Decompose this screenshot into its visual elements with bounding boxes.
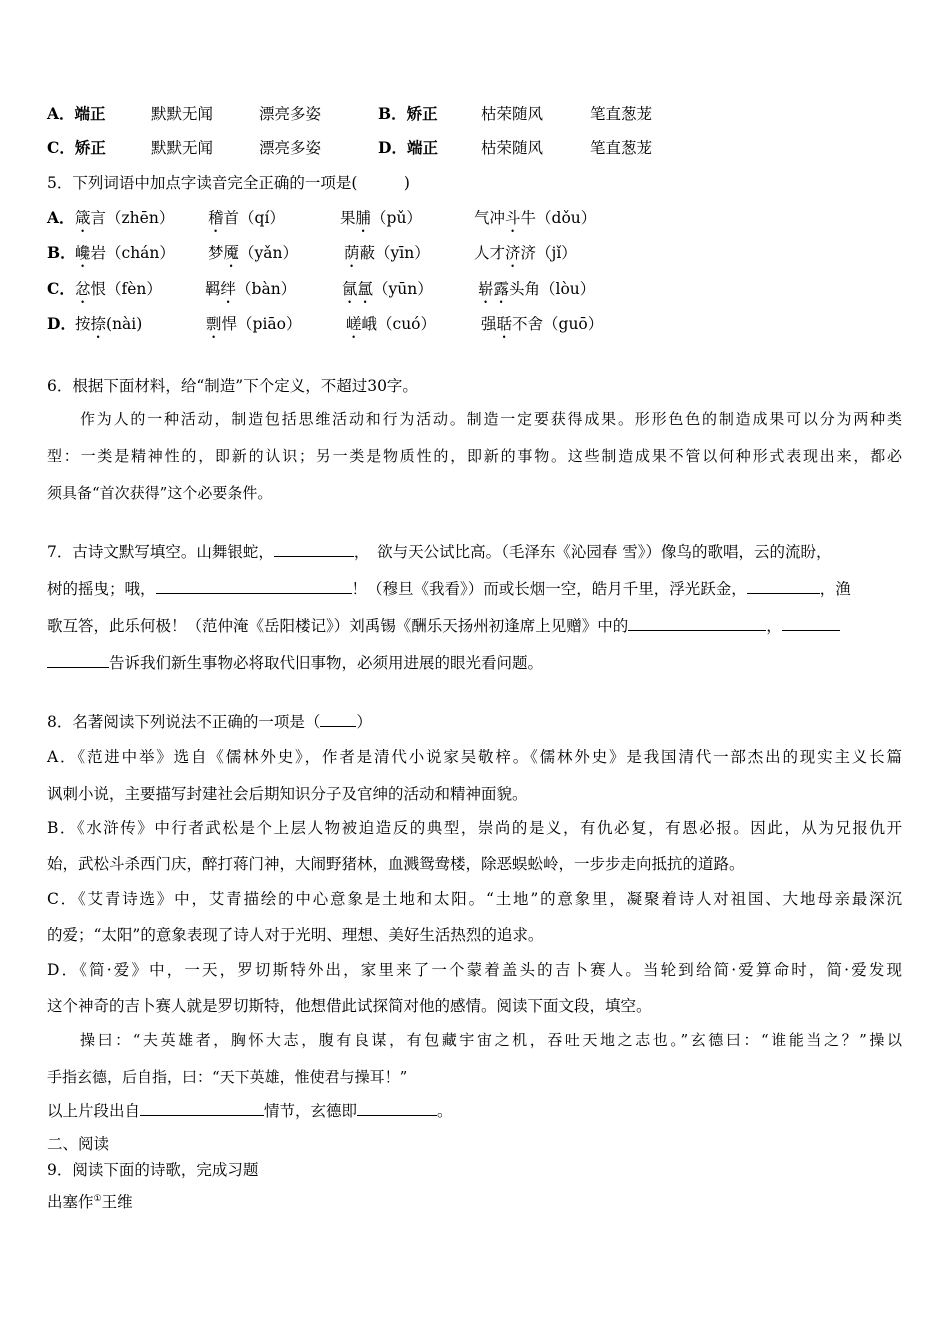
q7-text: ！（穆旦《我看》）而或长烟一空，皓月千里，浮光跃金， [351,580,747,598]
dotted-char: 箴 [75,209,91,227]
word-rest: 首（qí） [223,209,285,227]
q6-material-line-2: 型：一类是精神性的，即新的认识；另一类是物质性的，即新的事物。这些制造成果不管以何种形式表现出来，都必 [47,447,902,465]
q8-fill-line [47,1099,453,1121]
word-part: 人才 [474,244,506,262]
q4-a-word3: 漂亮多姿 [259,105,322,123]
q8-stem-text: ） [356,713,372,731]
word-rest: 岩（chán） [90,244,175,262]
word-rest: （bàn） [236,280,297,298]
dotted-char: 稽 [208,209,224,227]
q8-option-d-line-1: D．《简·爱》中，一天，罗切斯特外出，家里来了一个蒙着盖头的吉卜赛人。当轮到给简·爱算命时，简·爱发现 [47,961,902,979]
q7-text: 树的摇曳；哦， [47,580,156,598]
dotted-char: 氤氲 [342,280,374,298]
q7-text: ， [766,617,782,635]
word-part: 按 [75,315,91,333]
q8-quote-line-2: 手指玄德，后自指，曰：“天下英雄，惟使君与操耳！” [47,1068,408,1086]
q8-stem [47,710,372,732]
q8-blank-name[interactable] [357,1101,437,1116]
dotted-char: 忿 [75,280,91,298]
q6-material-line-3: 须具备“首次获得”这个必要条件。 [47,484,273,502]
poem-title [47,1190,133,1212]
q8-option-c-line-2: 的爱；“太阳”的意象表现了诗人对于光明、理想、美好生活热烈的追求。 [47,926,544,944]
q4-d-label: D．端正 [378,138,438,157]
dotted-char: 荫 [344,244,360,262]
q7-text: 歌互答，此乐何极！（范仲淹《岳阳楼记》）刘禹锡《酬乐天扬州初逢席上见赠》中的 [47,617,629,635]
q7-blank-1[interactable] [274,542,354,557]
q8-option-b-line-2: 始，武松斗杀西门庆，醉打蒋门神，大闹野猪林，血溅鸳鸯楼，除恶蜈蚣岭，一步步走向抵抗的道路。 [47,855,745,873]
q7-text: 告诉我们新生事物必将取代旧事物，必须用进展的眼光看问题。 [109,654,544,672]
word-rest: 峨（cuó） [361,315,437,333]
dotted-char: 脯 [355,209,372,227]
q4-a-label: A．端正 [47,104,106,123]
q4-c-word2: 默默无闻 [151,139,214,157]
word-rest: (nài) [106,315,143,333]
q8-quote-line-1: 操曰：“夫英雄者，胸怀大志，腹有良谋，有包藏宇宙之机，吞吐天地之志也。”玄德曰：“谁能当之？”操以 [80,1031,902,1049]
q7-blank-5b[interactable] [47,653,109,668]
word-part: 果 [340,209,356,227]
option-label: D． [47,314,76,333]
section-heading-reading: 二、阅读 [47,1135,110,1153]
dotted-char: 斗 [505,209,521,227]
q8-blank-episode[interactable] [140,1101,264,1116]
q9-stem: 9．阅读下面的诗歌，完成习题 [47,1161,259,1179]
q8-option-d-line-2: 这个神奇的吉卜赛人就是罗切斯特，他想借此试探简对他的感情。阅读下面文段，填空。 [47,997,652,1015]
word-rest: （pǔ） [371,209,422,227]
q4-d-word3: 笔直葱茏 [590,139,653,157]
option-label: B． [47,243,76,262]
q7-blank-3[interactable] [747,579,820,594]
q7-line-1 [47,540,832,562]
q4-b-word2: 枯荣随风 [481,105,544,123]
word-part: 羁 [205,280,221,298]
word-rest: 蔽（yīn） [359,244,430,262]
q4-c-word3: 漂亮多姿 [259,139,322,157]
q8-option-a-line-2: 讽刺小说，主要描写封建社会后期知识分子及官绅的活动和精神面貌。 [47,785,528,803]
q8-fill-text: 。 [437,1102,453,1120]
dotted-char: 魇 [223,244,240,262]
word-rest: 牛（dǒu） [520,209,597,227]
word-rest: 头角（lòu） [509,280,596,298]
option-label: A． [47,208,75,227]
dotted-char: 捺 [90,315,107,333]
q8-fill-text: 以上片段出自 [47,1102,141,1120]
q7-blank-4[interactable] [628,616,766,631]
word-rest: 济（jǐ） [520,244,577,262]
q7-blank-5a[interactable] [782,616,840,631]
word-rest: 不舍（guō） [512,315,604,333]
q6-stem: 6．根据下面材料，给“制造”下个定义，不超过30字。 [47,377,418,395]
q8-option-b-line-1: B．《水浒传》中行者武松是个上层人物被迫造反的典型，崇尚的是义，有仇必复，有恩必报。因此，从为兄报仇开 [47,819,902,837]
word-rest: （yǎn） [239,244,299,262]
q8-stem-text: 8．名著阅读下列说法不正确的一项是（ [47,713,321,731]
q6-material-line-1: 作为人的一种活动，制造包括思维活动和行为活动。制造一定要获得成果。形形色色的制造成果可以分为两种类 [80,410,902,428]
q4-b-word3: 笔直葱茏 [590,105,653,123]
word-rest: 悍（piāo） [221,315,302,333]
q8-fill-text: 情节，玄德即 [264,1102,358,1120]
word-rest: 恨（fèn） [90,280,162,298]
q4-d-word2: 枯荣随风 [481,139,544,157]
q7-line-3 [47,614,840,636]
q7-blank-2[interactable] [156,579,352,594]
dotted-char: 济 [505,244,521,262]
q5-stem: 5．下列词语中加点字读音完全正确的一项是( ) [47,174,410,192]
dotted-char: 聒 [496,315,513,333]
poem-title-text: 出塞作 [47,1193,94,1211]
q8-answer-blank[interactable] [320,712,356,727]
q7-text: ，渔 [819,580,851,598]
q8-option-a-line-1: A．《范进中举》选自《儒林外史》，作者是清代小说家吴敬梓。《儒林外史》是我国清代一部杰出的现实主义长篇 [47,748,902,766]
word-rest: （yūn） [373,280,433,298]
q7-text: ， 欲与天公试比高。（毛泽东《沁园春 雪》）像鸟的歌唱，云的流盼， [353,543,832,561]
dotted-char: 崭露 [478,280,510,298]
word-part: 气冲 [474,209,506,227]
q7-line-4 [47,651,543,673]
option-label: C． [47,279,75,298]
poem-author: 王维 [101,1193,133,1211]
footnote-marker: ① [93,1193,102,1204]
q4-c-label: C．矫正 [47,138,106,157]
q7-line-2 [47,577,851,599]
q8-option-c-line-1: C．《艾青诗选》中，艾青描绘的中心意象是土地和太阳。“土地”的意象里，凝聚着诗人对祖国、大地母亲最深沉 [47,890,902,908]
dotted-char: 剽 [206,315,222,333]
dotted-char: 绊 [220,280,237,298]
q7-text: 7．古诗文默写填空。山舞银蛇， [47,543,274,561]
q4-b-label: B．矫正 [378,104,438,123]
dotted-char: 嵯 [346,315,362,333]
word-part: 梦 [208,244,224,262]
q4-a-word2: 默默无闻 [151,105,214,123]
word-part: 强 [481,315,497,333]
word-rest: 言（zhēn） [90,209,175,227]
dotted-char: 巉 [75,244,91,262]
